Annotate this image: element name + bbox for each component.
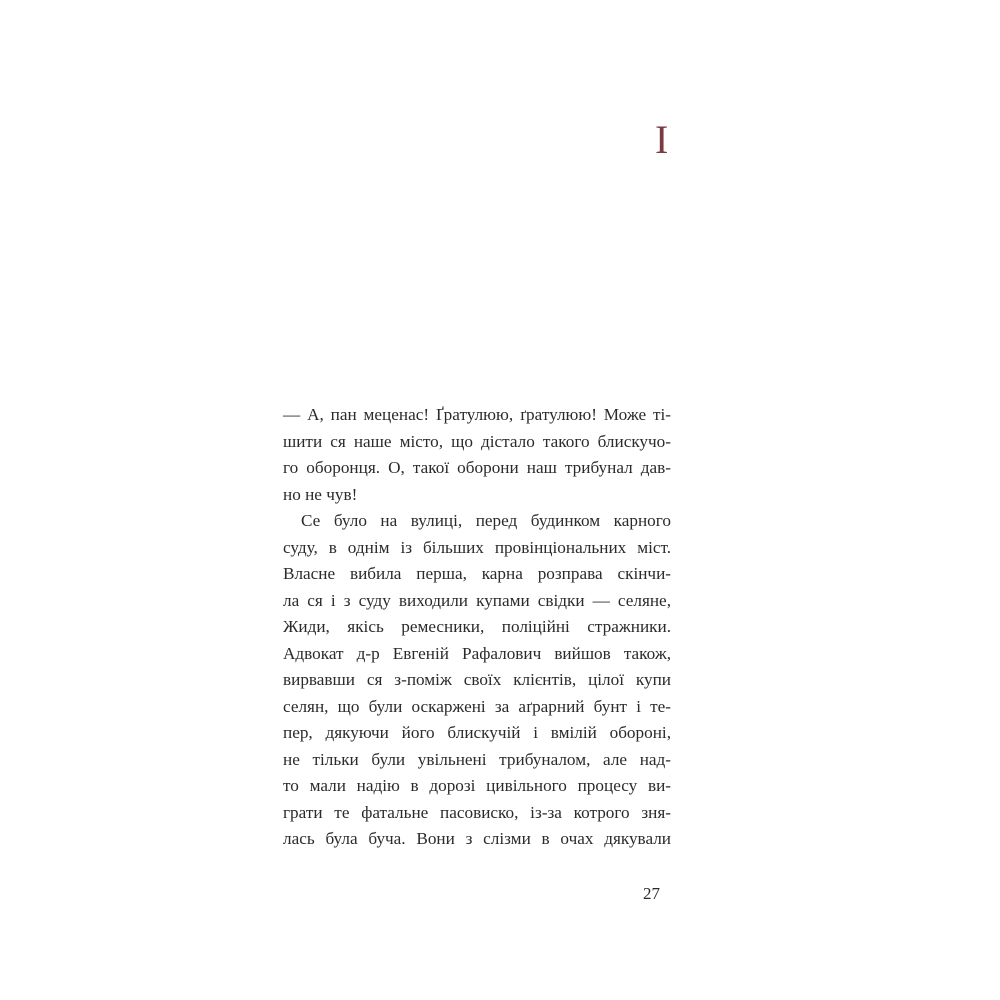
paragraph-2 [283,508,671,853]
text-line: то мали надію в дорозі цивільного процесу ви- [283,776,671,795]
text-line: селян, що були оскаржені за аґрарний бунт і те- [283,696,671,716]
text-line: Жиди, якісь ремесники, поліційні стражники. [283,617,671,636]
page-number: 27 [643,884,660,903]
text-line: го оборонця. О, такої оборони наш трибунал дав- [283,458,671,477]
body-text [283,402,671,853]
text-line: не тільки були увільнені трибуналом, але над- [283,749,671,769]
text-line: суду, в однім із більших провінціональних міст. [283,537,671,557]
text-line: Се було на вулиці, перед будинком карного [301,511,671,530]
text-line: пер, дякуючи його блискучій і вмілій обороні, [283,723,671,742]
text-line: Адвокат д-р Евгеній Рафалович вийшов також, [283,643,671,663]
text-line: лась була буча. Вони з слізми в очах дякували [283,829,671,848]
text-line: грати те фатальне пасовиско, із-за котрого зня- [283,802,671,822]
text-line: вирвавши ся з-поміж своїх клієнтів, цілої купи [283,670,671,689]
paragraph-1 [283,402,671,508]
text-line: Власне вибила перша, карна розправа скінчи- [283,564,671,583]
text-line: но не чув! [283,484,358,504]
text-line: шити ся наше місто, що дістало такого блискучо- [283,431,671,451]
chapter-number: I [655,117,669,162]
text-line: — А, пан меценас! Ґратулюю, ґратулюю! Може ті- [283,405,671,424]
text-line: ла ся і з суду виходили купами свідки — селяне, [283,590,671,610]
